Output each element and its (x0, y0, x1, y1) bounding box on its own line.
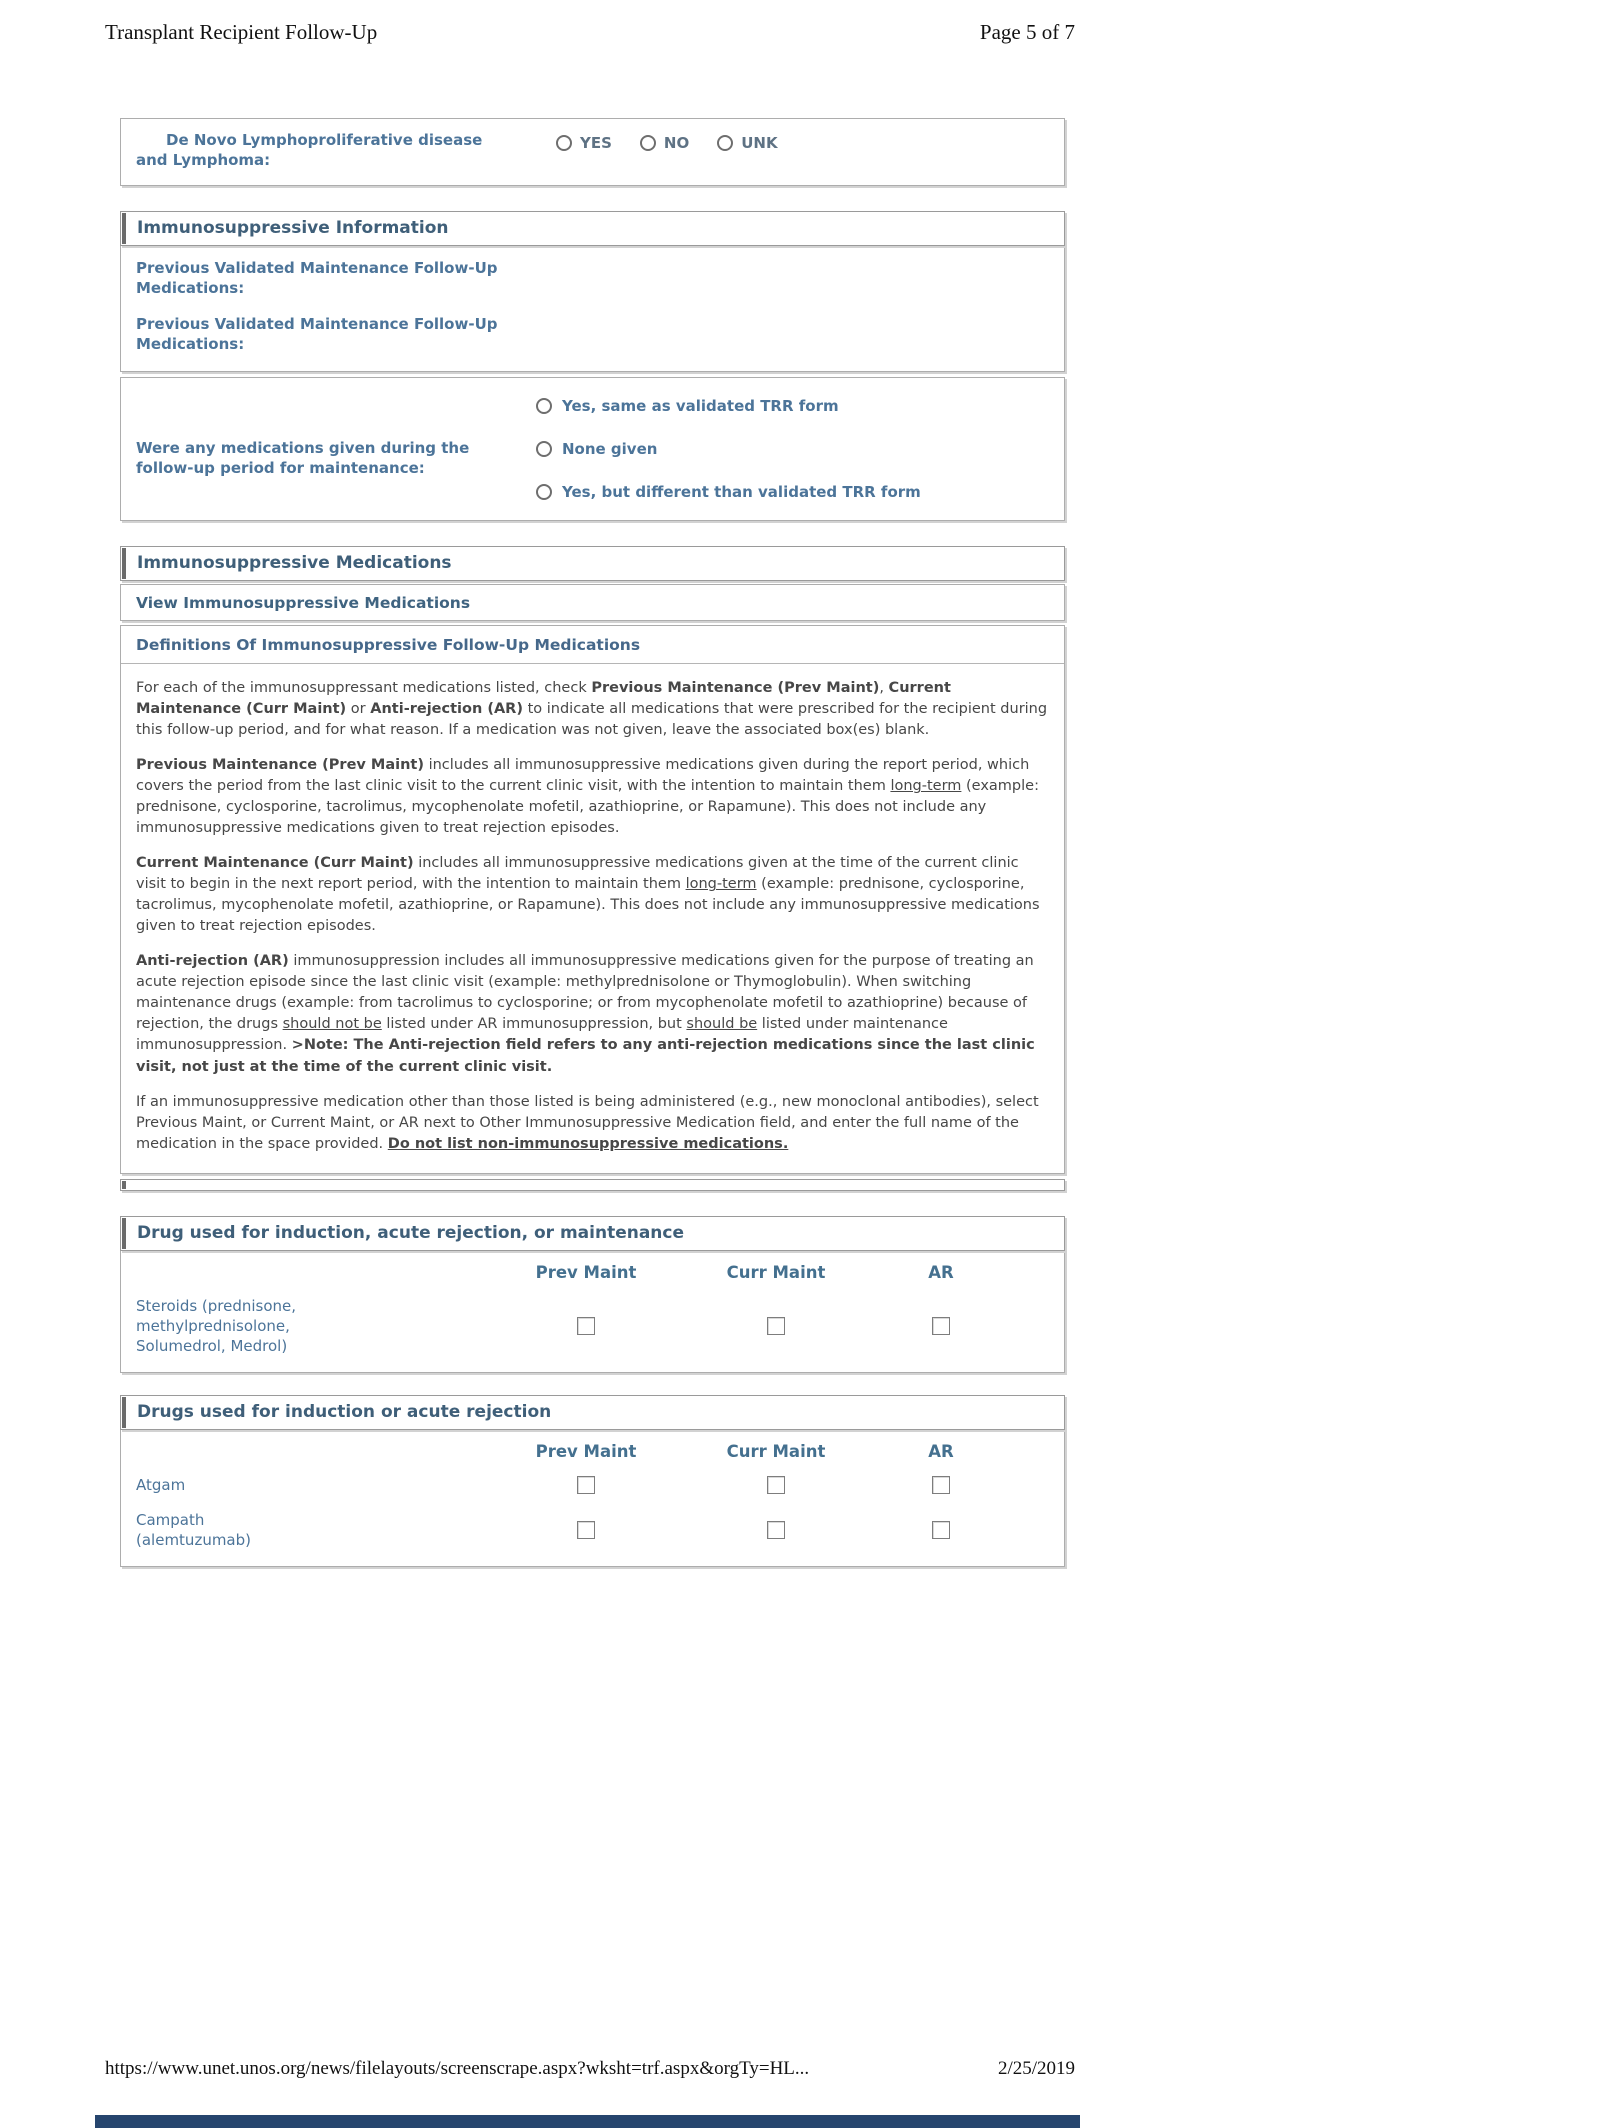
medications-given-radio-group (536, 396, 921, 503)
radio-button-icon[interactable] (536, 484, 552, 500)
print-footer (105, 2058, 1075, 2080)
radio-button-icon[interactable] (717, 135, 733, 151)
section-header-drug-induction-maintenance (120, 1216, 1065, 1251)
document-title: Transplant Recipient Follow-Up (105, 20, 378, 44)
checkbox-atgam-ar[interactable] (932, 1476, 950, 1494)
print-header (105, 20, 1075, 45)
option-label: YES (580, 134, 612, 152)
section-title: Drug used for induction, acute rejection, or maintenance (137, 1222, 685, 1243)
column-header-ar: AR (928, 1262, 954, 1282)
drug-row-steroids (121, 1296, 1064, 1357)
section-title: Immunosuppressive Medications (137, 553, 452, 574)
definitions-paragraph: For each of the immunosuppressant medications listed, check Previous Maintenance (Prev Maint), Current Maintenance (Curr Maint) or Anti-rejection (AR) to indicate all medications that were prescribed for the recipient during this follow-up period, and for what reason. If a medication was not given, leave the associated box(es) blank. (136, 680, 1048, 739)
column-header-ar: AR (928, 1442, 954, 1462)
drug-table-1 (120, 1251, 1065, 1374)
radio-button-icon[interactable] (536, 441, 552, 457)
definitions-paragraph: Current Maintenance (Curr Maint) includes all immunosuppressive medications given at the time of the current clinic visit to begin in the next report period, with the intention to maintain them long-term (example: prednisone, cyclosporine, tacrolimus, mycophenolate mofetil, azathioprine, or Rapamune). This does not include any immunosuppressive medications given to treat rejection episodes. (136, 855, 1040, 935)
definitions-text (121, 664, 1064, 1154)
checkbox-atgam-curr-maint[interactable] (767, 1476, 785, 1494)
column-header-curr-maint: Curr Maint (726, 1442, 826, 1462)
section-title: Immunosuppressive Information (137, 217, 449, 238)
definitions-box (120, 625, 1065, 1173)
checkbox-campath-curr-maint[interactable] (767, 1521, 785, 1539)
footer-url: https://www.unet.unos.org/news/filelayouts/screenscrape.aspx?wksht=trf.aspx&orgTy=HL... (105, 2058, 810, 2079)
drug-table-1-header-row (121, 1263, 1064, 1282)
drug-row-atgam (121, 1475, 1064, 1495)
checkbox-campath-prev-maint[interactable] (577, 1521, 595, 1539)
previous-validated-meds-label-1: Previous Validated Maintenance Follow-Up Medications: (136, 258, 498, 297)
previous-validated-meds-label-2: Previous Validated Maintenance Follow-Up Medications: (136, 315, 498, 354)
section-header-immuno-information (120, 211, 1065, 246)
radio-button-icon[interactable] (556, 135, 572, 151)
page-number: Page 5 of 7 (979, 20, 1075, 44)
checkbox-steroids-prev-maint[interactable] (577, 1317, 595, 1335)
view-medications-bar (120, 584, 1065, 621)
checkbox-steroids-curr-maint[interactable] (767, 1317, 785, 1335)
option-label: Yes, same as validated TRR form (562, 396, 839, 415)
column-header-curr-maint: Curr Maint (726, 1262, 826, 1282)
option-label: NO (663, 134, 690, 152)
lymphoma-radio-group (556, 134, 778, 152)
radio-button-icon[interactable] (640, 135, 656, 151)
view-immunosuppressive-medications-link[interactable]: View Immunosuppressive Medications (136, 594, 471, 613)
column-header-prev-maint: Prev Maint (535, 1262, 637, 1282)
column-header-prev-maint: Prev Maint (535, 1442, 637, 1462)
drug-label-steroids: Steroids (prednisone, methylprednisolone, Solumedrol, Medrol) (136, 1296, 297, 1356)
lymphoma-option-no[interactable] (640, 134, 689, 152)
drug-table-2 (120, 1430, 1065, 1567)
option-label: UNK (741, 134, 778, 152)
definitions-paragraph: Anti-rejection (AR) immunosuppression includes all immunosuppressive medications given for the purpose of treating an acute rejection episode since the last clinic visit (example: methylprednisolone or Thymoglobulin). When switching maintenance drugs (example: from tacrolimus to cyclosporine; or from mycophenolate mofetil to azathioprine) because of rejection, the drugs should not be listed under AR immunosuppression, but should be listed under maintenance immunosuppression. >Note: The Anti-rejection field refers to any anti-rejection medications since the last clinic visit, not just at the time of the current clinic visit. (136, 953, 1035, 1075)
lymphoma-label: De Novo Lymphoproliferative disease and Lymphoma: (136, 131, 483, 170)
checkbox-steroids-ar[interactable] (932, 1317, 950, 1335)
medications-given-question-box (120, 377, 1065, 522)
lymphoma-option-unk[interactable] (717, 134, 777, 152)
previous-medications-area (120, 246, 1065, 372)
option-none-given[interactable] (536, 439, 921, 459)
drug-row-campath (121, 1510, 1064, 1551)
section-title: Drugs used for induction or acute rejection (137, 1402, 552, 1423)
medications-given-question: Were any medications given during the follow-up period for maintenance: (136, 438, 470, 477)
drug-label-atgam: Atgam (136, 1476, 186, 1495)
definitions-paragraph: If an immunosuppressive medication other than those listed is being administered (e.g., new monoclonal antibodies), select Previous Maint, or Current Maint, or AR next to Other Immunosuppressive Medication field, and enter the full name of the medication in the space provided. Do not list non-immunosuppressive medications. (136, 1093, 1039, 1152)
checkbox-atgam-prev-maint[interactable] (577, 1476, 595, 1494)
next-page-banner-edge (95, 2115, 1080, 2128)
drug-table-2-header-row (121, 1442, 1064, 1461)
drug-label-campath: Campath (alemtuzumab) (136, 1510, 251, 1549)
option-different-than-trr[interactable] (536, 482, 921, 502)
definitions-paragraph: Previous Maintenance (Prev Maint) includes all immunosuppressive medications given during the report period, which covers the period from the last clinic visit to the current clinic visit, with the intention to maintain them long-term (example: prednisone, cyclosporine, tacrolimus, mycophenolate mofetil, azathioprine, or Rapamune). This does not include any immunosuppressive medications given to treat rejection episodes. (136, 757, 1039, 837)
section-footer-strip (120, 1179, 1065, 1191)
checkbox-campath-ar[interactable] (932, 1521, 950, 1539)
lymphoma-option-yes[interactable] (556, 134, 612, 152)
footer-date: 2/25/2019 (997, 2058, 1075, 2079)
section-header-immuno-medications (120, 546, 1065, 581)
definitions-title: Definitions Of Immunosuppressive Follow-Up Medications (121, 626, 1064, 664)
option-label: Yes, but different than validated TRR form (562, 483, 921, 501)
option-label: None given (562, 439, 658, 458)
section-header-drug-induction-rejection (120, 1395, 1065, 1430)
form-content (120, 118, 1065, 1567)
lymphoma-question-box (120, 118, 1065, 186)
radio-button-icon[interactable] (536, 398, 552, 414)
option-yes-same-as-trr[interactable] (536, 396, 921, 416)
